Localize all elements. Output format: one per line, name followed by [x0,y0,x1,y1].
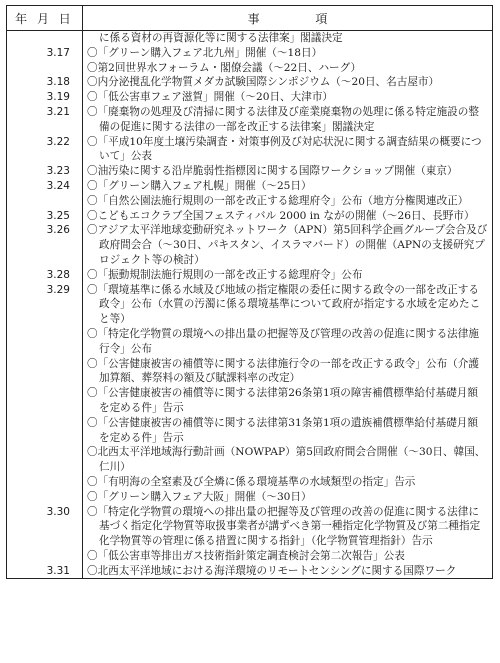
date-cell [7,31,83,46]
table-row [7,564,493,579]
list-item: 〇北西太平洋地域海行動計画（NOWPAP）第5回政府間会合開催（～30日、韓国、仁川） [87,446,486,474]
date-cell: 3.17 [7,46,83,76]
list-item: 〇「グリーン購入フェア大阪」開催（～30日） [87,490,312,503]
table-row [7,209,493,224]
chronology-table [6,5,493,579]
date-cell: 3.21 [7,105,83,135]
list-item: 〇アジア太平洋地球変動研究ネットワーク（APN）第5回科学企画グループ会合及び政府間会合（～30日、パキスタン、イスラマバード）の開催（APNの支援研究プロジェクト等の検討） [87,224,488,266]
list-item: 〇「公害健康被害の補償等に関する法律第26条第1項の障害補償標準給付基礎月額を定める件」告示 [87,387,478,414]
table-row [7,268,493,283]
item-cell [83,505,493,564]
table-header-row [7,6,493,31]
date-cell: 3.23 [7,164,83,179]
item-cell [83,268,493,283]
table-row [7,223,493,267]
list-item: 〇「グリーン購入フェア札幌」開催（～25日） [87,179,312,192]
list-item: 〇油汚染に関する沿岸脆弱性指標図に関する国際ワークショップ開催（東京） [87,165,458,178]
item-cell [83,209,493,224]
item-cell [83,283,493,505]
list-item: 〇内分泌撹乱化学物質メダカ試験国際シンポジウム（～20日、名古屋市） [87,76,440,89]
table-row [7,135,493,165]
date-cell: 3.31 [7,564,83,579]
item-cell [83,90,493,105]
list-item: 〇「環境基準に係る水域及び地域の指定権限の委任に関する政令の一部を改正する政令」公布（水質の汚濁に係る環境基準について政府が指定する水域を定めたこと等） [87,283,481,326]
list-item: 〇「特定化学物質の環境への排出量の把握等及び管理の改善の促進に関する法律施行令」公布 [87,327,479,355]
date-column-header: 年 月 日 [7,6,83,31]
table-row [7,46,493,76]
list-item: 〇「廃棄物の処理及び清掃に関する法律及び産業廃棄物の処理に係る特定施設の整備の促進に関する法律の一部を改正する法律案」閣議決定 [87,105,479,133]
date-cell: 3.19 [7,90,83,105]
chronology-body [7,31,493,579]
list-item: 〇こどもエコクラブ全国フェスティバル 2000 in ながの開催（～26日、長野市） [87,209,475,222]
item-cell [83,105,493,135]
list-item: に係る資材の再資源化等に関する法律案」閣議決定 [99,32,343,44]
table-row [7,105,493,135]
chronology-page [6,5,492,657]
date-cell: 3.25 [7,209,83,224]
list-item: 〇「低公害車フェア滋賀」開催（～20日、大津市） [87,91,334,104]
item-cell [83,564,493,579]
date-cell: 3.26 [7,223,83,267]
table-row [7,75,493,90]
list-item: 〇北西太平洋地域における海洋環境のリモートセンシングに関する国際ワーク [87,564,457,577]
list-item: 〇「公害健康被害の補償等に関する法律施行令の一部を改正する政令」公布（介護加算額、葬祭料の額及び賦課料率の改定） [87,357,479,385]
list-item: 〇「有明海の全窒素及び全燐に係る環境基準の水域類型の指定」告示 [87,475,416,488]
date-cell: 3.28 [7,268,83,283]
list-item: 〇「グリーン購入フェア北九州」開催（～18日） [87,46,323,59]
item-cell [83,46,493,76]
date-cell: 3.29 [7,283,83,505]
item-cell [83,135,493,165]
date-cell: 3.24 [7,179,83,209]
item-column-header: 事 項 [83,6,493,31]
item-cell [83,164,493,179]
date-cell: 3.22 [7,135,83,165]
table-row [7,179,493,209]
list-item: 〇第2回世界水フォーラム・閣僚会議（～22日、ハーグ） [87,61,362,74]
list-item: 〇「振動規制法施行規則の一部を改正する総理府令」公布 [87,268,363,281]
item-cell [83,223,493,267]
list-item: 〇「公害健康被害の補償等に関する法律第31条第1項の遺族補償標準給付基礎月額を定める件」告示 [87,416,478,444]
item-cell [83,31,493,46]
list-item: 〇「特定化学物質の環境への排出量の把握等及び管理の改善の促進に関する法律に基づく指定化学物質等取扱事業者が講ずべき第一種指定化学物質及び第二種指定化学物質等の管理に係る措置に関する指針」（化学物質管理指針）告示 [87,505,481,548]
item-cell [83,179,493,209]
table-row [7,283,493,505]
table-row [7,31,493,46]
table-row [7,164,493,179]
list-item: 〇「低公害車等排出ガス技術指針策定調査検討会第二次報告」公表 [87,549,405,562]
table-row [7,505,493,564]
date-cell: 3.30 [7,505,83,564]
item-cell [83,75,493,90]
list-item: 〇「自然公園法施行規則の一部を改正する総理府令」公布（地方分権関連改正） [87,194,469,207]
list-item: 〇「平成10年度土壌汚染調査・対策事例及び対応状況に関する調査結果の概要について」公表 [87,135,482,163]
date-cell: 3.18 [7,75,83,90]
table-row [7,90,493,105]
